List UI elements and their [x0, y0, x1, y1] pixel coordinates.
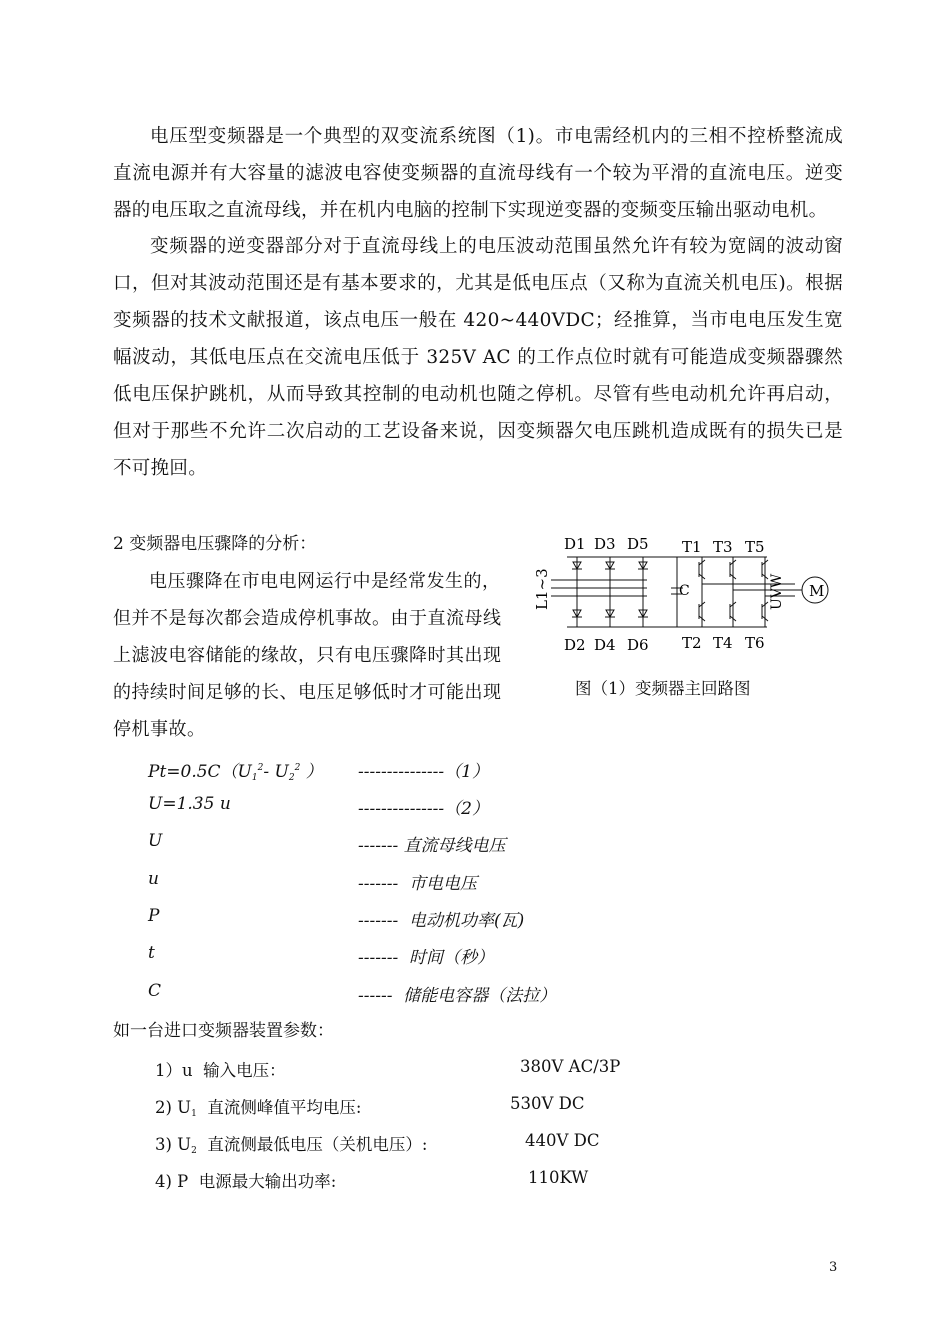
- diode-label: D3: [594, 535, 616, 553]
- symbol: t: [148, 943, 155, 963]
- formula-reference: ---------------（1）: [358, 762, 489, 782]
- formula-row: [148, 794, 768, 824]
- param-label: 4) P 电源最大输出功率:: [155, 1172, 337, 1191]
- page-number: 3: [829, 1260, 838, 1275]
- capacitor-label: C: [679, 583, 690, 599]
- symbol-meaning: ------- 时间（秒）: [358, 948, 495, 968]
- param-label: 3) $U_2$ 直流侧最低电压（关机电压）:: [155, 1135, 428, 1156]
- param-label: 2) $U_1$ 直流侧峰值平均电压:: [155, 1098, 362, 1119]
- transistor-label: T2: [682, 634, 702, 652]
- symbol-meaning: ------- 直流母线电压: [358, 836, 506, 856]
- param-value: 380V AC/3P: [520, 1057, 621, 1076]
- diode-label: D5: [627, 535, 649, 553]
- symbol-definition: [148, 906, 768, 936]
- param-row: [155, 1094, 675, 1124]
- symbol-definition: [148, 981, 768, 1011]
- transistor-label: T3: [713, 538, 733, 556]
- inverter-circuit-diagram: [527, 532, 837, 652]
- symbol-definition: [148, 869, 768, 899]
- input-label: L1~3: [533, 568, 551, 610]
- transistor-label: T1: [682, 538, 702, 556]
- section-body: 电压骤降在市电电网运行中是经常发生的，但并不是每次都会造成停机事故。由于直流母线上滤波电容储能的缘故，只有电压骤降时其出现的持续时间足够的长、电压足够低时才可能出现停机事故。: [113, 571, 502, 740]
- formula-reference: ---------------（2）: [358, 799, 489, 819]
- motor-label: M: [809, 582, 825, 600]
- symbol-definition: [148, 831, 768, 861]
- paragraph-inverter: 变频器的逆变器部分对于直流母线上的电压波动范围虽然允许有较为宽阔的波动窗口，但对其波动范围还是有基本要求的，尤其是低电压点（又称为直流关机电压)。根据变频器的技术文献报道，该点电压一般在 420~440VDC；经推算，当市电电压发生宽幅波动，其低电压点在交流电压低于 325V AC 的工作点位时就有可能造成变频器骤然低电压保护跳机，从而导致其控制的电动机也随之停机。尽管有些电动机允许再启动，但对于那些不允许二次启动的工艺设备来说，因变频器欠电压跳机造成既有的损失已是不可挽回。: [113, 236, 843, 479]
- symbol: U: [148, 831, 163, 851]
- param-value: 440V DC: [525, 1131, 600, 1150]
- rectifier-bridge: [551, 557, 677, 627]
- param-row: [155, 1168, 675, 1198]
- symbol-meaning: ------ 储能电容器（法拉）: [358, 986, 557, 1006]
- diode-label: D1: [564, 535, 586, 553]
- formula-voltage: U=1.35 u: [148, 794, 231, 814]
- param-row: [155, 1057, 675, 1087]
- transistor-label: T5: [745, 538, 765, 556]
- symbol-meaning: ------- 电动机功率(瓦): [358, 911, 525, 931]
- symbol: P: [148, 906, 160, 926]
- param-value: 110KW: [528, 1168, 589, 1187]
- output-label: UVW: [769, 573, 785, 610]
- symbol: C: [148, 981, 162, 1001]
- symbol: u: [148, 869, 159, 889]
- figure-caption: 图（1）变频器主回路图: [575, 679, 751, 698]
- symbol-definition: [148, 943, 768, 973]
- diode-label: D6: [627, 636, 649, 652]
- paragraph-intro: 电压型变频器是一个典型的双变流系统图（1)。市电需经机内的三相不控桥整流成直流电源并有大容量的滤波电容使变频器的直流母线有一个较为平滑的直流电压。逆变器的电压取之直流母线，并在机内电脑的控制下实现逆变器的变频变压输出驱动电机。: [113, 126, 843, 221]
- transistor-label: T6: [745, 634, 765, 652]
- param-value: 530V DC: [510, 1094, 585, 1113]
- params-title: 如一台进口变频器装置参数：: [113, 1021, 334, 1041]
- param-label: 1）u 输入电压：: [155, 1061, 286, 1080]
- param-row: [155, 1131, 675, 1161]
- symbol-meaning: ------- 市电电压: [358, 874, 478, 894]
- diode-label: D4: [594, 636, 616, 652]
- formula-power: $Pt=0.5C(U_1^2-$ $U_2^2$ ）: [148, 762, 323, 783]
- transistor-label: T4: [713, 634, 733, 652]
- section-title: 2 变频器电压骤降的分析：: [113, 534, 317, 554]
- diode-label: D2: [564, 636, 586, 652]
- formula-row: [148, 757, 768, 787]
